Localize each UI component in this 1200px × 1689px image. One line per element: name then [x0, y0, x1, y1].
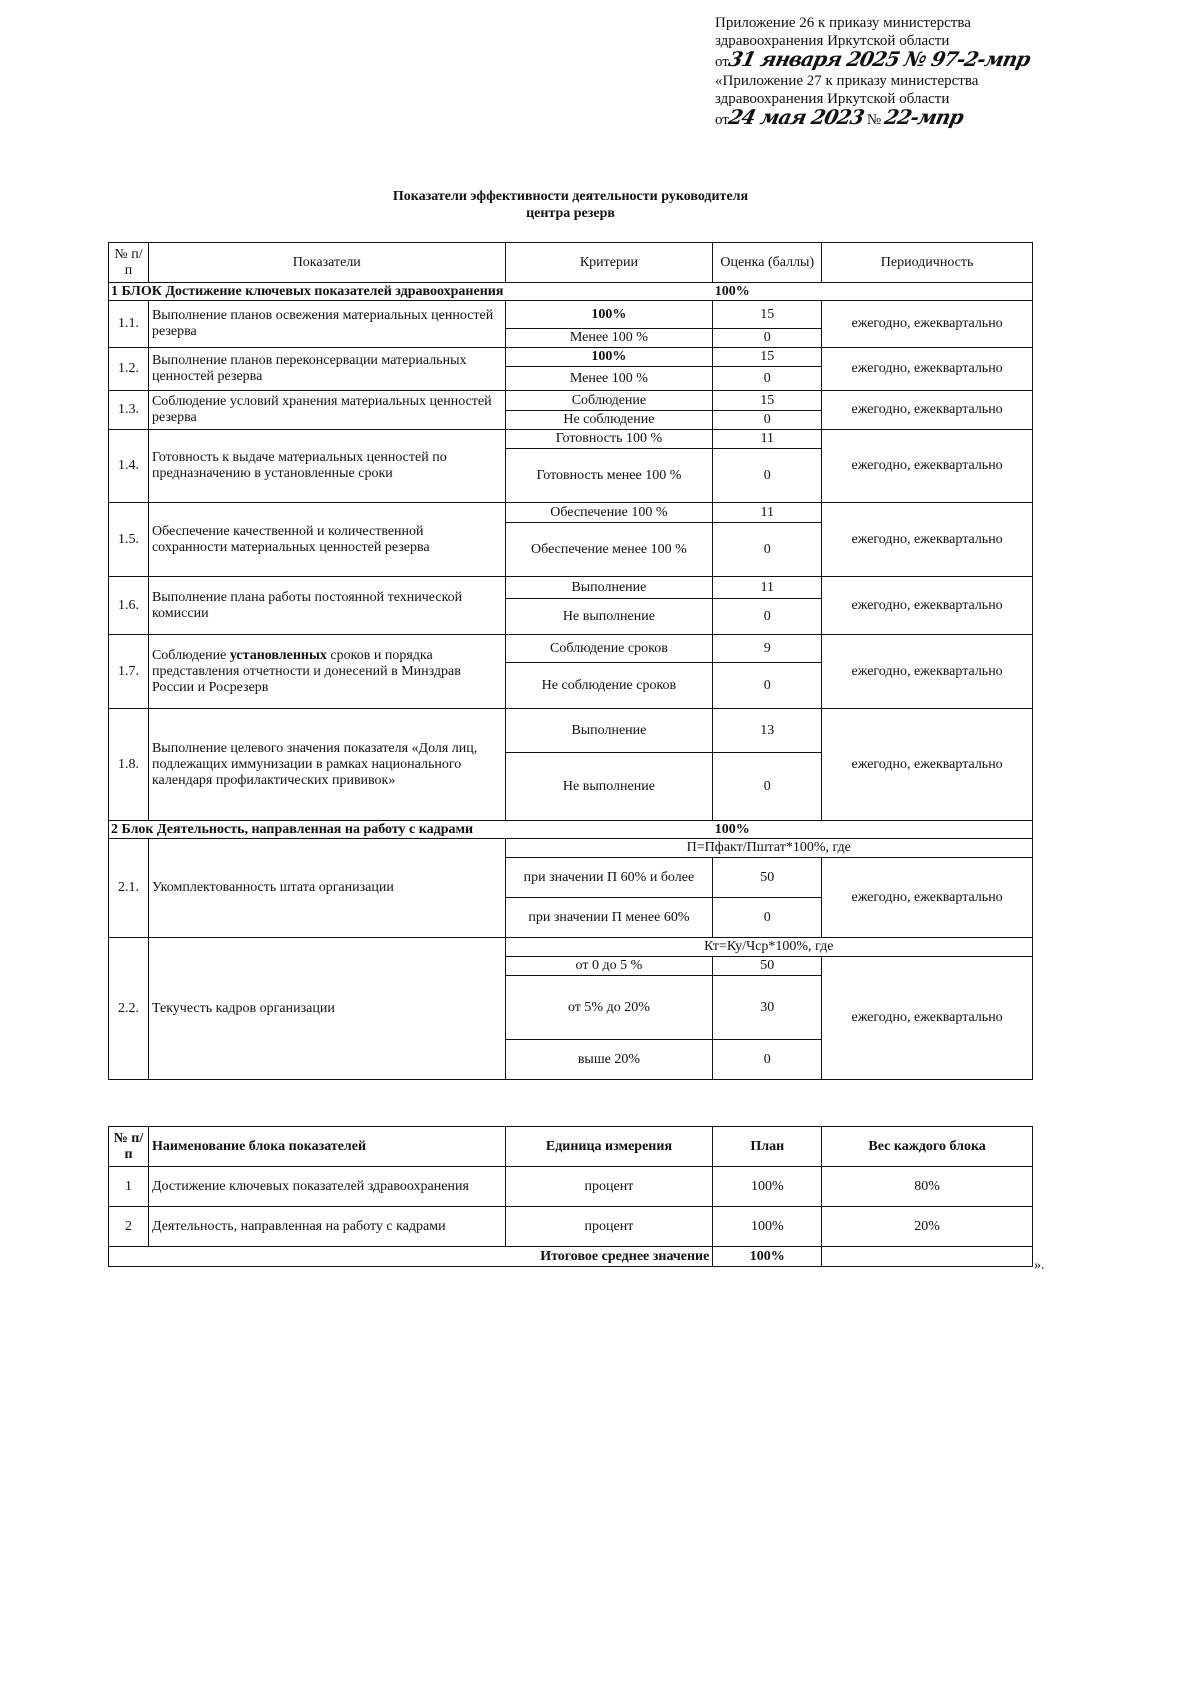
- score-cell: 11: [713, 430, 822, 449]
- table-row: [109, 391, 1033, 411]
- row-indicator: Выполнение целевого значения показателя «Доля лиц, подлежащих иммунизации в рамках национального календаря профилактических прививок»: [148, 709, 505, 821]
- header-number-sign: №: [866, 112, 882, 128]
- table-row: [109, 709, 1033, 753]
- row-num: 1.7.: [109, 635, 149, 709]
- header-from-prefix: от: [715, 54, 729, 70]
- handwritten-date-number-1: 31 января 2025 № 97-2-мпр: [726, 47, 1032, 71]
- summary-plan: 100%: [713, 1207, 822, 1247]
- block-1-row: [109, 283, 1033, 301]
- indicator-part-a: Соблюдение: [151, 647, 227, 663]
- criteria-cell: от 5% до 20%: [505, 976, 713, 1040]
- table-row: [109, 635, 1033, 663]
- criteria-cell: 100%: [505, 348, 713, 367]
- indicators-table: [108, 242, 1033, 1080]
- score-cell: 0: [713, 329, 822, 348]
- row-indicator: Укомплектованность штата организации: [148, 839, 505, 938]
- table-row: [109, 348, 1033, 367]
- summary-total-row: [109, 1247, 1033, 1267]
- summary-total-empty: [822, 1247, 1033, 1267]
- score-cell: 11: [713, 577, 822, 599]
- criteria-cell: от 0 до 5 %: [505, 957, 713, 976]
- criteria-cell: Выполнение: [505, 709, 713, 753]
- header-line-4: «Приложение 27 к приказу министерства: [715, 73, 979, 89]
- summary-unit: процент: [505, 1167, 713, 1207]
- score-cell: 15: [713, 348, 822, 367]
- summary-num: 2: [109, 1207, 149, 1247]
- criteria-cell: Выполнение: [505, 577, 713, 599]
- row-indicator: Готовность к выдаче материальных ценностей по предназначению в установленные сроки: [148, 430, 505, 503]
- period-cell: ежегодно, ежеквартально: [822, 709, 1033, 821]
- period-cell: ежегодно, ежеквартально: [822, 503, 1033, 577]
- score-cell: 0: [713, 367, 822, 391]
- block-1-label: 1 БЛОК Достижение ключевых показателей здравоохранения: [109, 283, 713, 301]
- score-cell: 0: [713, 599, 822, 635]
- header-indicator: Показатели: [148, 243, 505, 283]
- row-num: 2.2.: [109, 938, 149, 1080]
- period-cell: ежегодно, ежеквартально: [822, 577, 1033, 635]
- summary-header-row: [109, 1127, 1033, 1167]
- row-indicator: [148, 635, 505, 709]
- header-line-1: Приложение 26 к приказу министерства: [715, 15, 971, 31]
- header-line-5: здравоохранения Иркутской области: [715, 91, 950, 107]
- table-header-row: [109, 243, 1033, 283]
- row-indicator: Выполнение планов освежения материальных ценностей резерва: [148, 301, 505, 348]
- table-row: [109, 938, 1033, 957]
- title-line-2: центра резерв: [526, 206, 615, 221]
- header-line-6: [715, 105, 1015, 130]
- summary-unit: процент: [505, 1207, 713, 1247]
- score-cell: 13: [713, 709, 822, 753]
- period-cell: ежегодно, ежеквартально: [822, 430, 1033, 503]
- block-2-label: 2 Блок Деятельность, направленная на работу с кадрами: [109, 821, 713, 839]
- period-cell: ежегодно, ежеквартально: [822, 348, 1033, 391]
- score-cell: 11: [713, 503, 822, 523]
- indicator-part-c: сроков и порядка представления отчетности и донесений в Минздрав России и Росрезерв: [151, 647, 461, 695]
- criteria-cell: Готовность менее 100 %: [505, 449, 713, 503]
- criteria-cell: Не выполнение: [505, 599, 713, 635]
- criteria-cell: Не соблюдение сроков: [505, 663, 713, 709]
- indicator-part-b: установленных: [229, 647, 327, 663]
- criteria-cell: Обеспечение менее 100 %: [505, 523, 713, 577]
- header-line-3: [715, 47, 1032, 72]
- handwritten-number-2: 22-мпр: [882, 105, 966, 129]
- criteria-cell: Соблюдение сроков: [505, 635, 713, 663]
- criteria-cell: Готовность 100 %: [505, 430, 713, 449]
- summary-name: Достижение ключевых показателей здравоохранения: [148, 1167, 505, 1207]
- header-from-prefix-2: от: [715, 112, 729, 128]
- criteria-cell: при значении П менее 60%: [505, 898, 713, 938]
- table-row: [109, 503, 1033, 523]
- table-row: [109, 577, 1033, 599]
- summary-row: [109, 1207, 1033, 1247]
- score-cell: 0: [713, 449, 822, 503]
- criteria-cell: Обеспечение 100 %: [505, 503, 713, 523]
- summary-row: [109, 1167, 1033, 1207]
- score-cell: 15: [713, 301, 822, 329]
- criteria-cell: 100%: [505, 301, 713, 329]
- score-cell: 30: [713, 976, 822, 1040]
- summary-total-value: 100%: [713, 1247, 822, 1267]
- score-cell: 0: [713, 898, 822, 938]
- document-title: [108, 188, 1033, 222]
- score-cell: 0: [713, 523, 822, 577]
- table-row: [109, 430, 1033, 449]
- header-num: № п/п: [109, 243, 149, 283]
- row-indicator: Соблюдение условий хранения материальных ценностей резерва: [148, 391, 505, 430]
- row-indicator: Выполнение плана работы постоянной технической комиссии: [148, 577, 505, 635]
- criteria-cell: Менее 100 %: [505, 367, 713, 391]
- score-cell: 50: [713, 957, 822, 976]
- block-2-value: 100%: [713, 821, 1033, 839]
- summary-weight: 20%: [822, 1207, 1033, 1247]
- summary-header-name: Наименование блока показателей: [148, 1127, 505, 1167]
- row-indicator: Текучесть кадров организации: [148, 938, 505, 1080]
- row-indicator: Обеспечение качественной и количественной сохранности материальных ценностей резерва: [148, 503, 505, 577]
- summary-plan: 100%: [713, 1167, 822, 1207]
- period-cell: ежегодно, ежеквартально: [822, 858, 1033, 938]
- document-header: [715, 14, 1032, 130]
- score-cell: 50: [713, 858, 822, 898]
- row-num: 1.8.: [109, 709, 149, 821]
- summary-weight: 80%: [822, 1167, 1033, 1207]
- table-row: [109, 839, 1033, 858]
- header-criteria: Критерии: [505, 243, 713, 283]
- criteria-cell: Не соблюдение: [505, 411, 713, 430]
- criteria-cell: Не выполнение: [505, 753, 713, 821]
- row-num: 1.4.: [109, 430, 149, 503]
- score-cell: 0: [713, 753, 822, 821]
- row-indicator: Выполнение планов переконсервации материальных ценностей резерва: [148, 348, 505, 391]
- table-row: [109, 301, 1033, 329]
- formula-cell: Кт=Ку/Чср*100%, где: [505, 938, 1032, 957]
- header-line-2: здравоохранения Иркутской области: [715, 33, 950, 49]
- score-cell: 0: [713, 663, 822, 709]
- row-num: 1.6.: [109, 577, 149, 635]
- row-num: 1.1.: [109, 301, 149, 348]
- summary-table: [108, 1126, 1033, 1267]
- header-period: Периодичность: [822, 243, 1033, 283]
- score-cell: 15: [713, 391, 822, 411]
- summary-name: Деятельность, направленная на работу с кадрами: [148, 1207, 505, 1247]
- block-1-value: 100%: [713, 283, 1033, 301]
- row-num: 1.5.: [109, 503, 149, 577]
- summary-header-num: № п/п: [109, 1127, 149, 1167]
- score-cell: 0: [713, 1040, 822, 1080]
- summary-total-label: Итоговое среднее значение: [109, 1247, 713, 1267]
- summary-header-unit: Единица измерения: [505, 1127, 713, 1167]
- period-cell: ежегодно, ежеквартально: [822, 391, 1033, 430]
- row-num: 1.2.: [109, 348, 149, 391]
- handwritten-date-2: 24 мая 2023: [726, 105, 866, 129]
- header-score: Оценка (баллы): [713, 243, 822, 283]
- closing-quote: ».: [1034, 1258, 1045, 1273]
- row-num: 2.1.: [109, 839, 149, 938]
- period-cell: ежегодно, ежеквартально: [822, 635, 1033, 709]
- period-cell: ежегодно, ежеквартально: [822, 957, 1033, 1080]
- summary-header-weight: Вес каждого блока: [822, 1127, 1033, 1167]
- formula-cell: П=Пфакт/Пштат*100%, где: [505, 839, 1032, 858]
- criteria-cell: при значении П 60% и более: [505, 858, 713, 898]
- period-cell: ежегодно, ежеквартально: [822, 301, 1033, 348]
- summary-header-plan: План: [713, 1127, 822, 1167]
- block-2-row: [109, 821, 1033, 839]
- row-num: 1.3.: [109, 391, 149, 430]
- criteria-cell: Менее 100 %: [505, 329, 713, 348]
- score-cell: 9: [713, 635, 822, 663]
- criteria-cell: Соблюдение: [505, 391, 713, 411]
- criteria-cell: выше 20%: [505, 1040, 713, 1080]
- title-line-1: Показатели эффективности деятельности руководителя: [392, 189, 749, 204]
- score-cell: 0: [713, 411, 822, 430]
- summary-num: 1: [109, 1167, 149, 1207]
